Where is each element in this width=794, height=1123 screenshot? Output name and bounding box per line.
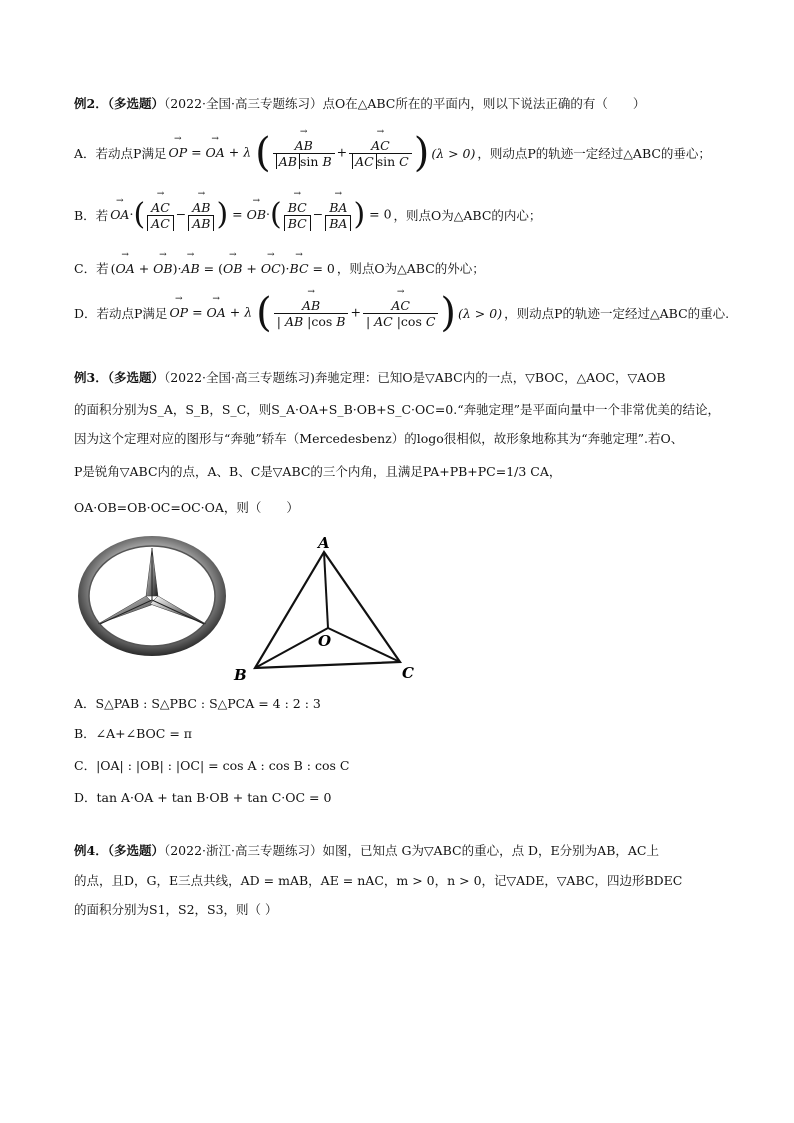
ex4-stem: 如图，已知点 G为▽ABC的重心，点 D，E分别为AB，AC上 bbox=[322, 843, 659, 858]
ex2-b-formula: → OA·( → $\frac{AC}{AC}$ − → $\frac{AB}{AB}$ ) = → OB·( → $\frac{BC}{BC}$ − → $\frac{BA}{BA}$ ) = 0 bbox=[110, 195, 391, 235]
ex3-line3: 因为这个定理对应的图形与“奔驰”轿车（Mercedesbenz）的logo很相似，故形象地称其为“奔驰定理”.若O、 bbox=[74, 431, 684, 446]
ex2-d-formula: → OP = → OA + λ ( → $\frac{AB}{\text{| AB |cos B}}$ + → $\frac{AC}{\text{| AC |cos C}}$ ) bbox=[169, 293, 456, 333]
ex3-header bbox=[74, 370, 666, 386]
ex2-a-cond: (λ > 0) bbox=[431, 145, 476, 161]
ex2-d-cond: (λ > 0) bbox=[458, 305, 503, 321]
ex2-tag: （多选题） bbox=[107, 96, 164, 111]
ex2-label: 例2． bbox=[74, 96, 108, 111]
ex4-source: （2022·浙江·高三专题练习） bbox=[163, 843, 323, 858]
ex2-d-post: ，则动点P的轨迹一定经过△ABC的重心. bbox=[504, 306, 730, 321]
vertex-label-c: C bbox=[402, 664, 414, 682]
ex3-tag: （多选题） bbox=[107, 370, 164, 385]
ex2-c-post: ，则点O为△ABC的外心； bbox=[336, 261, 485, 276]
ex4-header bbox=[74, 843, 659, 859]
ex3-stem: 奔驰定理：已知O是▽ABC内的一点，▽BOC，△AOC，▽AOB bbox=[314, 370, 666, 385]
ex2-source: （2022·全国·高三专题练习） bbox=[163, 96, 323, 111]
ex2-option-d bbox=[74, 288, 731, 338]
ex2-a-formula: → OP = → OA + λ ( → $\frac{AB}{\text{AB sin B}}$ + → $\frac{AC}{\text{AC sin C}}$ ) bbox=[168, 133, 429, 173]
ex2-b-pre: B．若 bbox=[74, 208, 109, 223]
ex3-line4: P是锐角▽ABC内的点，A、B、C是▽ABC的三个内角，且满足PA+PB+PC=1/3 CA， bbox=[74, 464, 562, 479]
ex2-a-post: ，则动点P的轨迹一定经过△ABC的垂心； bbox=[477, 146, 711, 161]
ex2-option-a bbox=[74, 128, 713, 178]
vertex-label-a: A bbox=[318, 534, 330, 552]
ex2-option-b bbox=[74, 190, 543, 240]
ex3-label: 例3． bbox=[74, 370, 108, 385]
ex3-line2: 的面积分别为S_A，S_B，S_C，则S_A·OA+S_B·OB+S_C·OC=0.“奔驰定理”是平面向量中一个非常优美的结论， bbox=[74, 402, 721, 417]
point-label-o: O bbox=[318, 632, 332, 650]
ex3-option-c: C．|OA| : |OB| : |OC| = cos A : cos B : cos C bbox=[74, 758, 350, 773]
ex2-option-c bbox=[74, 258, 487, 278]
ex3-source: （2022·全国·高三专题练习) bbox=[163, 370, 315, 385]
vertex-label-b: B bbox=[234, 666, 247, 684]
ex4-label: 例4． bbox=[74, 843, 108, 858]
ex4-line3: 的面积分别为S1，S2，S3，则（ ） bbox=[74, 902, 278, 917]
ex2-b-post: ，则点O为△ABC的内心； bbox=[393, 208, 542, 223]
ex2-c-pre: C．若 bbox=[74, 261, 109, 276]
segment-ao bbox=[324, 552, 328, 628]
ex4-tag: （多选题） bbox=[107, 843, 164, 858]
ex3-option-b: B．∠A+∠BOC = π bbox=[74, 726, 192, 741]
ex2-a-pre: A．若动点P满足 bbox=[74, 146, 167, 161]
ex4-line2: 的点，且D，G，E三点共线，AD = mAB，AE = nAC，m > 0，n > 0，记▽ADE，▽ABC，四边形BDEC bbox=[74, 873, 683, 888]
ex3-option-a: A．S△PAB : S△PBC : S△PCA = 4 : 2 : 3 bbox=[74, 696, 321, 711]
ex2-stem: 点O在△ABC所在的平面内，则以下说法正确的有（ ） bbox=[322, 96, 646, 111]
ex2-c-formula: (→ OA + → OB)·→ AB = (→ OB + → OC)·→ BC = 0 bbox=[111, 261, 335, 276]
ex2-d-pre: D．若动点P满足 bbox=[74, 306, 168, 321]
ex3-option-d: D．tan A·OA + tan B·OB + tan C·OC = 0 bbox=[74, 790, 332, 805]
triangle-figure bbox=[230, 534, 430, 684]
ex2-header bbox=[74, 96, 645, 112]
mercedes-logo-image bbox=[74, 534, 230, 658]
ex3-line5: OA·OB=OB·OC=OC·OA，则（ ） bbox=[74, 500, 299, 515]
